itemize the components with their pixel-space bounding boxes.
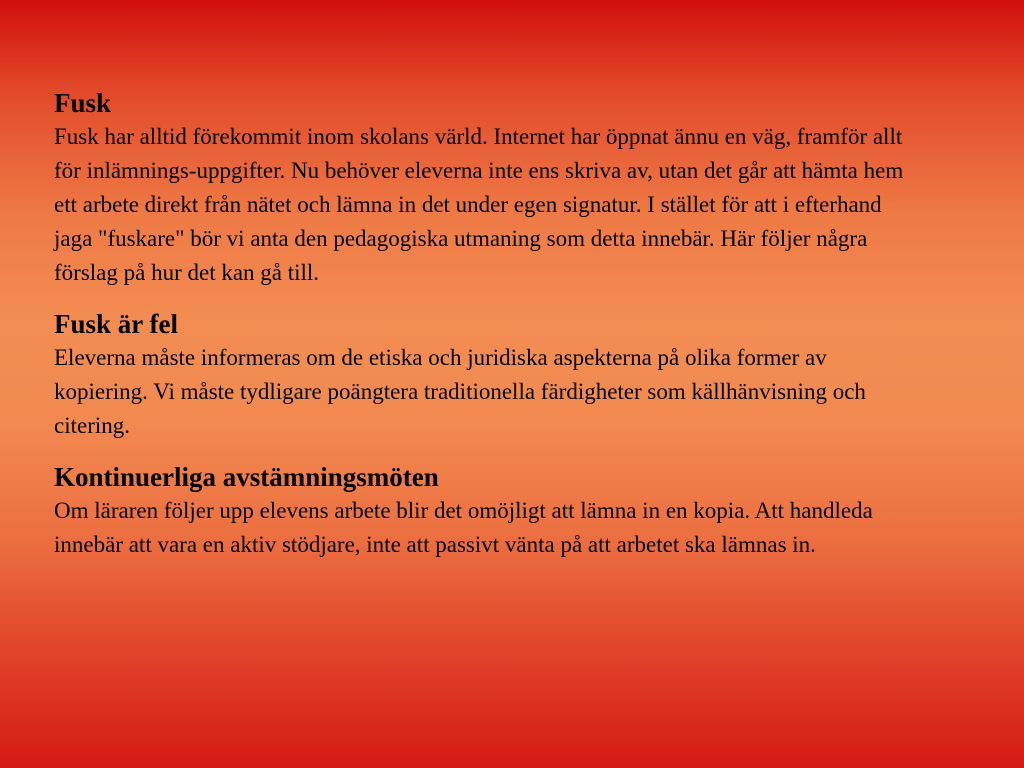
section-heading: Fusk är fel xyxy=(54,309,179,339)
section-heading: Kontinuerliga avstämningsmöten xyxy=(54,462,439,492)
slide-content xyxy=(54,86,924,579)
section-avstamningsmoten xyxy=(54,460,924,562)
section-text: Eleverna måste informeras om de etiska och juridiska aspekterna på olika former av kopiering. Vi måste tydligare poängtera traditionella färdigheter som källhänvisning och citering. xyxy=(54,345,866,438)
section-text: Fusk har alltid förekommit inom skolans värld. Internet har öppnat ännu en väg, framför allt för inlämnings-uppgifter. Nu behöver eleverna inte ens skriva av, utan det går att hämta hem ett arbete direkt från nätet och lämna in det under egen signatur. I stället för att i efterhand jaga "fuskare" bör vi anta den pedagogiska utmaning som detta innebär. Här följer några förslag på hur det kan gå till. xyxy=(54,124,904,285)
section-fusk-ar-fel xyxy=(54,307,924,443)
section-fusk xyxy=(54,86,924,290)
section-text: Om läraren följer upp elevens arbete blir det omöjligt att lämna in en kopia. Att handleda innebär att vara en aktiv stödjare, inte att passivt vänta på att arbetet ska lämnas in. xyxy=(54,498,873,557)
section-heading: Fusk xyxy=(54,88,112,118)
